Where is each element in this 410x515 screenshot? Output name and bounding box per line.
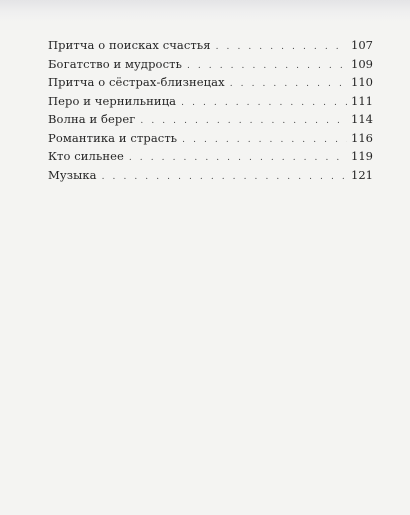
toc-entry-title: Перо и чернильница xyxy=(48,93,177,108)
toc-entry xyxy=(48,36,373,55)
toc-entry-page: 107 xyxy=(351,38,373,52)
table-of-contents xyxy=(48,36,373,184)
toc-entry-title: Притча о поисках счастья xyxy=(48,38,211,52)
toc-entry-page: 114 xyxy=(351,112,373,126)
toc-dot-leader xyxy=(129,149,347,168)
toc-dot-leader xyxy=(182,131,347,150)
toc-entry xyxy=(48,147,373,166)
toc-entry-title: Романтика и страсть xyxy=(48,130,178,145)
page-top-edge-shadow xyxy=(0,0,410,22)
toc-entry xyxy=(48,73,373,92)
toc-dot-leader xyxy=(216,38,347,57)
toc-entry-page: 110 xyxy=(351,75,373,89)
toc-entry-page: 116 xyxy=(351,130,373,145)
toc-dot-leader xyxy=(230,75,347,94)
toc-entry xyxy=(48,92,373,111)
toc-entry-page: 111 xyxy=(351,93,373,108)
toc-entry xyxy=(48,55,373,74)
toc-entry-title: Кто сильнее xyxy=(48,149,124,163)
toc-entry-page: 109 xyxy=(351,56,373,71)
toc-entry-page: 121 xyxy=(351,167,373,182)
toc-entry xyxy=(48,110,373,129)
toc-dot-leader xyxy=(102,168,347,187)
toc-dot-leader xyxy=(181,94,347,113)
toc-entry-title: Музыка xyxy=(48,167,97,182)
toc-entry-title: Волна и берег xyxy=(48,112,136,126)
toc-entry xyxy=(48,166,373,185)
toc-entry-title: Притча о сёстрах-близнецах xyxy=(48,75,225,89)
toc-entry-title: Богатство и мудрость xyxy=(48,56,182,71)
toc-entry-page: 119 xyxy=(351,149,373,163)
toc-entry xyxy=(48,129,373,148)
